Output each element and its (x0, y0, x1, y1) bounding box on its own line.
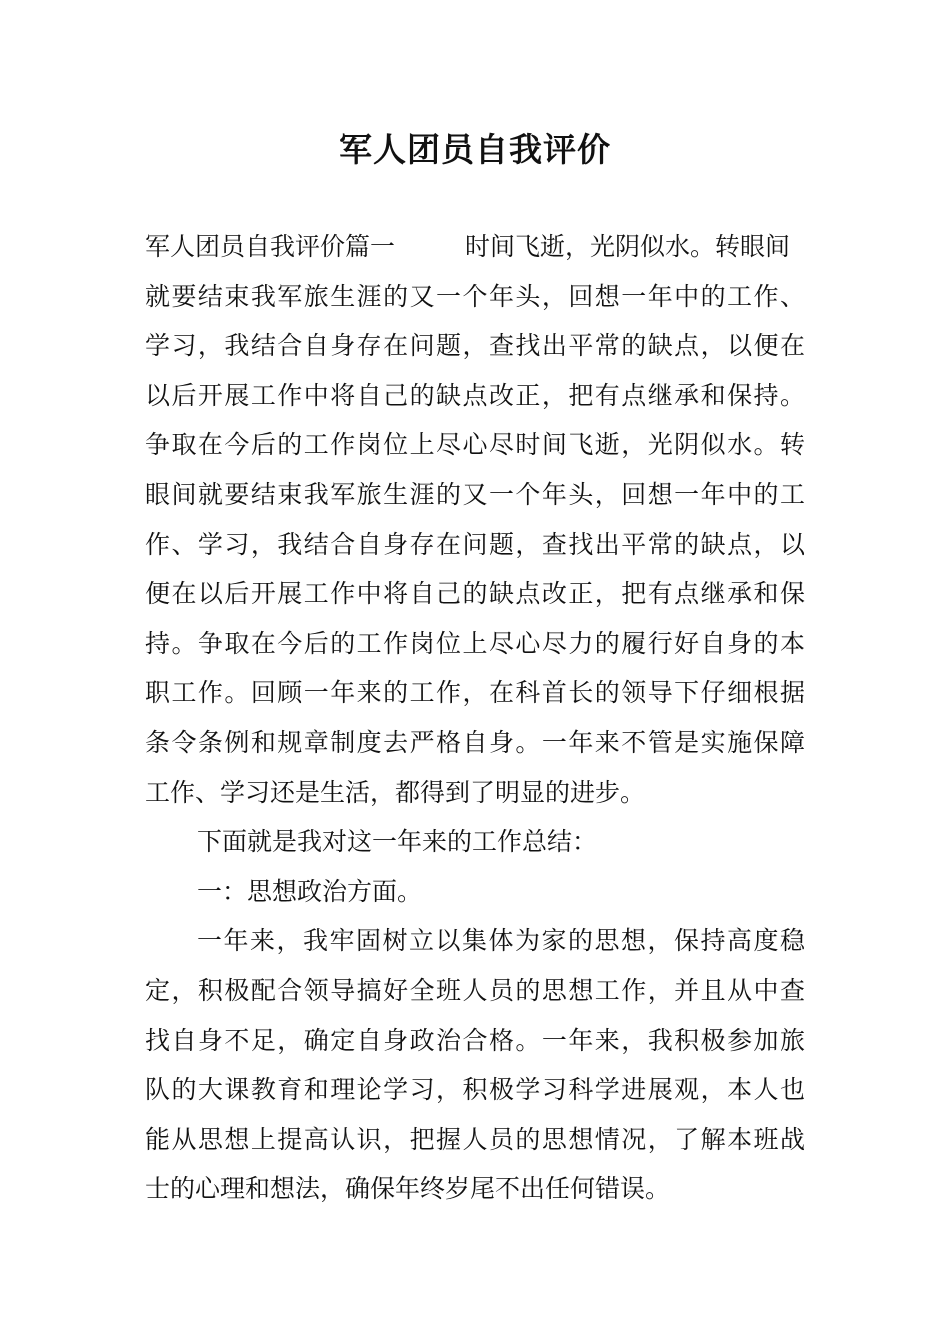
paragraph-1-line: 就要结束我军旅生涯的又一个年头，回想一年中的工作、 (145, 281, 805, 311)
paragraph-1-line: 便在以后开展工作中将自己的缺点改正，把有点继承和保 (145, 579, 805, 609)
document-body (145, 222, 805, 1214)
paragraph-1-lead-text: 时间飞逝，光阴似水。转眼间 (465, 232, 791, 261)
paragraph-1-line: 持。争取在今后的工作岗位上尽心尽力的履行好自身的本 (145, 628, 805, 658)
document-title: 军人团员自我评价 (339, 130, 611, 169)
paragraph-1-line: 条令条例和规章制度去严格自身。一年来不管是实施保障 (145, 727, 805, 757)
paragraph-4-line: 找自身不足，确定自身政治合格。一年来，我积极参加旅 (145, 1025, 805, 1055)
paragraph-2: 下面就是我对这一年来的工作总结： (197, 827, 598, 857)
paragraph-1-line: 学习，我结合自身存在问题，查找出平常的缺点，以便在 (145, 331, 805, 361)
paragraph-4-line-last: 士的心理和想法，确保年终岁尾不出任何错误。 (145, 1174, 671, 1204)
paragraph-4-line: 定，积极配合领导搞好全班人员的思想工作，并且从中查 (145, 975, 805, 1005)
paragraph-4-line: 能从思想上提高认识，把握人员的思想情况，了解本班战 (145, 1124, 805, 1154)
paragraph-1-line: 争取在今后的工作岗位上尽心尽时间飞逝，光阴似水。转 (145, 430, 805, 460)
paragraph-1-line: 眼间就要结束我军旅生涯的又一个年头，回想一年中的工 (145, 479, 805, 509)
section-heading: 一：思想政治方面。 (197, 876, 423, 906)
paragraph-1-line: 职工作。回顾一年来的工作，在科首长的领导下仔细根据 (145, 678, 805, 708)
paragraph-4-line-1: 一年来，我牢固树立以集体为家的思想，保持高度稳 (197, 926, 805, 956)
paragraph-1-line-1 (145, 222, 805, 272)
paragraph-1-line: 以后开展工作中将自己的缺点改正，把有点继承和保持。 (145, 380, 805, 410)
section-heading-inline: 军人团员自我评价篇一 (145, 232, 396, 261)
paragraph-1-line-last: 工作、学习还是生活，都得到了明显的进步。 (145, 777, 646, 807)
paragraph-1-line: 作、学习，我结合自身存在问题，查找出平常的缺点，以 (145, 529, 805, 559)
paragraph-4-line: 队的大课教育和理论学习，积极学习科学进展观，本人也 (145, 1075, 805, 1105)
